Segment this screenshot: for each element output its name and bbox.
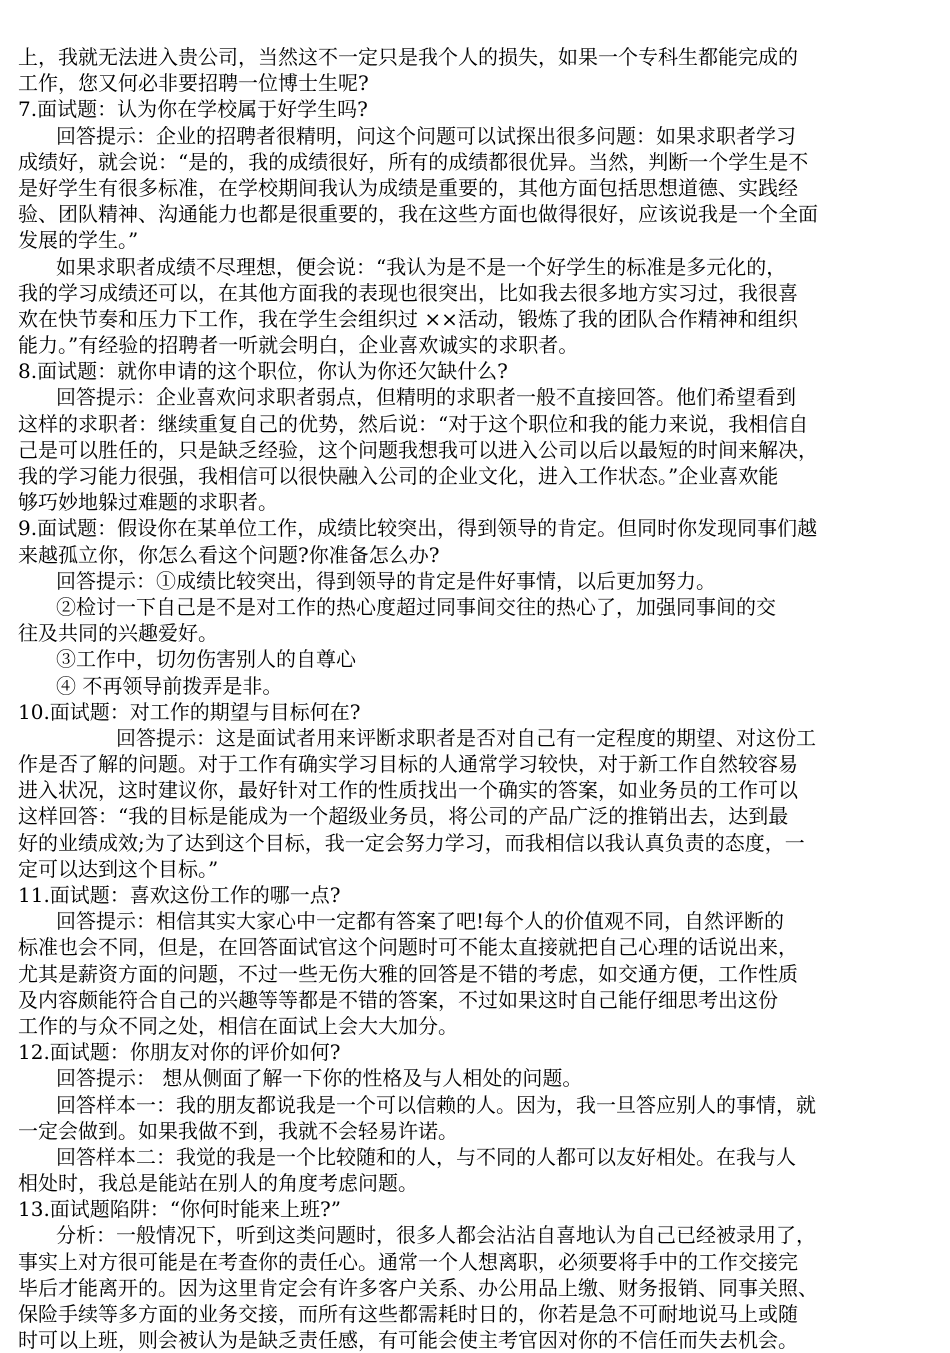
text-line: 如果求职者成绩不尽理想，便会说：“我认为是不是一个好学生的标准是多元化的， (56, 254, 787, 279)
text-line: 分析：一般情况下，听到这类问题时，很多人都会沾沾自喜地认为自己已经被录用了， (56, 1223, 816, 1248)
text-line: 回答提示：企业喜欢问求职者弱点，但精明的求职者一般不直接回答。他们希望看到 (56, 385, 796, 410)
text-line: 欢在快节奏和压力下工作，我在学生会组织过 ××活动，锻炼了我的团队合作精神和组织 (18, 306, 798, 331)
text-line: 回答提示：企业的招聘者很精明，问这个问题可以试探出很多问题：如果求职者学习 (56, 123, 796, 148)
document-body (18, 44, 918, 1353)
text-line: 回答提示：这是面试者用来评断求职者是否对自己有一定程度的期望、对这份工 (116, 725, 816, 750)
text-line: 一定会做到。如果我做不到，我就不会轻易许诺。 (18, 1118, 458, 1143)
text-line: 验、团队精神、沟通能力也都是很重要的，我在这些方面也做得很好，应该说我是一个全面 (18, 202, 818, 227)
text-line: 毕后才能离开的。因为这里肯定会有许多客户关系、办公用品上缴、财务报销、同事关照、 (18, 1275, 818, 1300)
text-line: 12.面试题：你朋友对你的评价如何? (18, 1040, 341, 1065)
text-line: 10.面试题：对工作的期望与目标何在? (18, 699, 361, 724)
text-line: 9.面试题：假设你在某单位工作，成绩比较突出，得到领导的肯定。但同时你发现同事们越 (18, 516, 818, 541)
text-line: 工作的与众不同之处，相信在面试上会大大加分。 (18, 1013, 458, 1038)
text-line: 够巧妙地躲过难题的求职者。 (18, 490, 278, 515)
text-line: 我的学习能力很强，我相信可以很快融入公司的企业文化，进入工作状态。”企业喜欢能 (18, 464, 779, 488)
text-line: ②检讨一下自己是不是对工作的热心度超过同事间交往的热心了，加强同事间的交 (56, 594, 776, 619)
text-line: 7.面试题：认为你在学校属于好学生吗? (18, 97, 368, 122)
text-line: 发展的学生。” (18, 228, 139, 253)
text-line: 及内容颇能符合自己的兴趣等等都是不错的答案，不过如果这时自己能仔细思考出这份 (18, 987, 778, 1012)
text-line: 作是否了解的问题。对于工作有确实学习目标的人通常学习较快，对于新工作自然较容易 (18, 752, 798, 777)
text-line: 能力。”有经验的招聘者一听就会明白，企业喜欢诚实的求职者。 (18, 333, 579, 358)
text-line: 上，我就无法进入贵公司，当然这不一定只是我个人的损失，如果一个专科生都能完成的 (18, 45, 798, 69)
text-line: 成绩好，就会说：“是的，我的成绩很好，所有的成绩都很优异。当然，判断一个学生是不 (18, 149, 809, 174)
text-line: 相处时，我总是能站在别人的角度考虑问题。 (18, 1171, 418, 1196)
text-line: 进入状况，这时建议你，最好针对工作的性质找出一个确实的答案，如业务员的工作可以 (18, 778, 798, 803)
text-line: 8.面试题：就你申请的这个职位，你认为你还欠缺什么? (18, 359, 508, 384)
text-line: 回答样本一：我的朋友都说我是一个可以信赖的人。因为，我一旦答应别人的事情，就 (56, 1092, 816, 1117)
text-line: 这样回答：“我的目标是能成为一个超级业务员，将公司的产品广泛的推销出去，达到最 (18, 804, 789, 829)
text-line: 尤其是薪资方面的问题，不过一些无伤大雅的回答是不错的考虑，如交通方便，工作性质 (18, 961, 798, 986)
text-line: 己是可以胜任的，只是缺乏经验，这个问题我想我可以进入公司以后以最短的时间来解决， (18, 437, 818, 462)
text-line: 是好学生有很多标准，在学校期间我认为成绩是重要的，其他方面包括思想道德、实践经 (18, 175, 798, 200)
text-line: 保险手续等多方面的业务交接，而所有这些都需耗时日的，你若是急不可耐地说马上或随 (18, 1302, 798, 1326)
text-line: 工作，您又何必非要招聘一位博士生呢? (18, 71, 369, 96)
text-line: 13.面试题陷阱：“你何时能来上班?” (18, 1197, 341, 1222)
text-line: ④ 不再领导前拨弄是非。 (56, 673, 283, 698)
text-line: 我的学习成绩还可以，在其他方面我的表现也很突出，比如我去很多地方实习过，我很喜 (18, 280, 798, 305)
text-line: 11.面试题：喜欢这份工作的哪一点? (18, 883, 341, 907)
text-line: 定可以达到这个目标。” (18, 856, 219, 881)
text-line: 回答样本二：我觉的我是一个比较随和的人，与不同的人都可以友好相处。在我与人 (56, 1144, 796, 1169)
text-line: 这样的求职者：继续重复自己的优势，然后说：“对于这个职位和我的能力来说，我相信自 (18, 411, 809, 436)
text-line: 回答提示： 想从侧面了解一下你的性格及与人相处的问题。 (56, 1066, 583, 1091)
text-line: 回答提示：相信其实大家心中一定都有答案了吧!每个人的价值观不同，自然评断的 (56, 909, 785, 934)
text-line: 标准也会不同，但是，在回答面试官这个问题时可不能太直接就把自己心理的话说出来， (18, 935, 798, 960)
text-line: 事实上对方很可能是在考查你的责任心。通常一个人想离职，必须要将手中的工作交接完 (18, 1249, 798, 1274)
text-line: ③工作中，切勿伤害别人的自尊心 (56, 647, 356, 672)
text-line: 往及共同的兴趣爱好。 (18, 621, 218, 646)
text-line: 来越孤立你，你怎么看这个问题?你准备怎么办? (18, 542, 440, 567)
text-line: 好的业绩成效;为了达到这个目标，我一定会努力学习，而我相信以我认真负责的态度，一 (18, 830, 805, 855)
text-line: 时可以上班，则会被认为是缺乏责任感，有可能会使主考官因对你的不信任而失去机会。 (18, 1328, 798, 1353)
text-line: 回答提示：①成绩比较突出，得到领导的肯定是件好事情，以后更加努力。 (56, 568, 716, 593)
